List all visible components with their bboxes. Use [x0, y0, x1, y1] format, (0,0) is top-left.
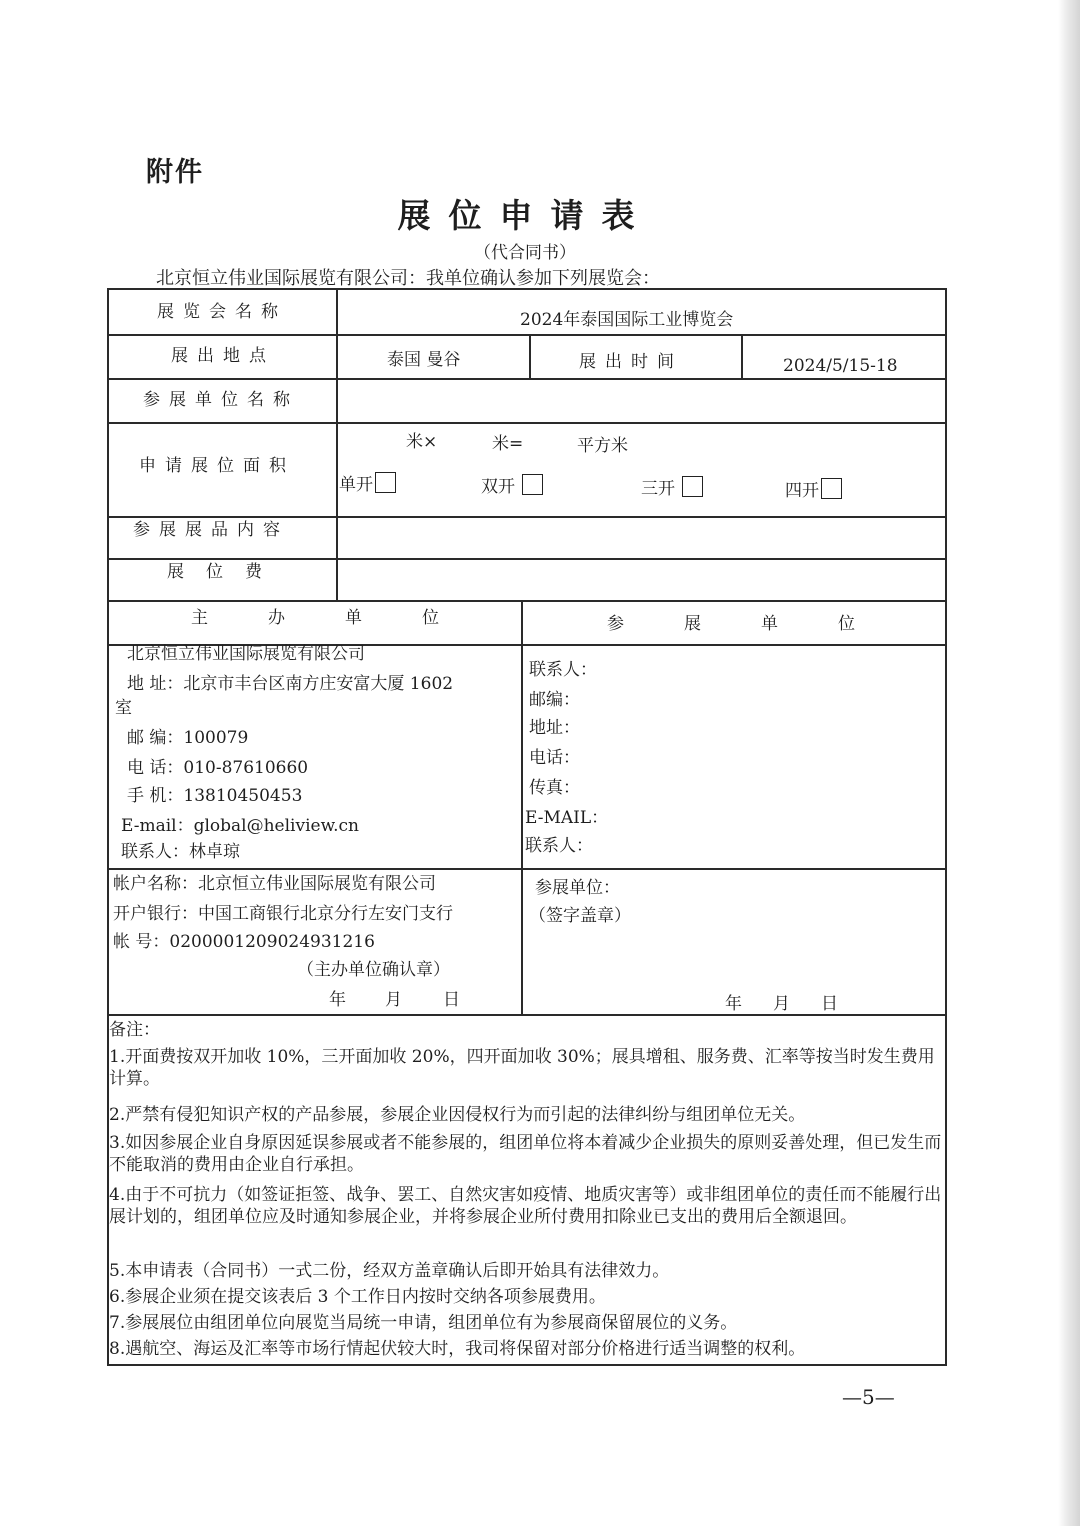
products-label: 参展展品内容 — [133, 520, 289, 540]
row-divider — [109, 516, 945, 518]
page-title: 展位申请表 — [397, 196, 653, 235]
exhibitor-sign: （签字盖章） — [529, 906, 631, 926]
fee-label: 展位费 — [167, 562, 284, 582]
note-item: 1.开面费按双开加收 10%，三开面加收 20%，四开面加收 30%；展具增租、服务费、汇率等按当时发生费用计算。 — [109, 1047, 935, 1090]
scan-edge-shadow — [1058, 0, 1080, 1526]
checkbox[interactable] — [522, 474, 543, 495]
application-form — [107, 288, 947, 1366]
col-divider — [336, 290, 338, 600]
note-item: 2.严禁有侵犯知识产权的产品参展，参展企业因侵权行为而引起的法律纠纷与组团单位无关。 — [109, 1105, 806, 1125]
location-label: 展出地点 — [171, 346, 275, 366]
note-item: 7.参展展位由组团单位向展览当局统一申请，组团单位有为参展商保留展位的义务。 — [109, 1313, 738, 1333]
option-triple-open[interactable] — [641, 476, 703, 499]
time-value: 2024/5/15-18 — [783, 356, 898, 376]
note-item: 8.遇航空、海运及汇率等市场行情起伏较大时，我司将保留对部分价格进行适当调整的权利。 — [109, 1339, 806, 1359]
exhibitor-email: E-MAIL： — [525, 808, 609, 828]
exhibitor-header: 参展单位 — [607, 614, 915, 634]
location-value: 泰国 曼谷 — [387, 350, 461, 370]
note-item: 6.参展企业须在提交该表后 3 个工作日内按时交纳各项参展费用。 — [109, 1287, 606, 1307]
organizer-date-day: 日 — [443, 990, 460, 1010]
row-divider — [109, 1014, 945, 1016]
exhibitor-phone: 电话： — [529, 748, 580, 768]
area-label: 申请展位面积 — [139, 456, 295, 476]
exhibitor-date-year: 年 — [725, 994, 742, 1014]
exhibitor-postcode: 邮编： — [529, 690, 580, 710]
area-meter-1: 米× — [406, 432, 438, 452]
option-label: 三开 — [641, 479, 675, 499]
note-item: 3.如因参展企业自身原因延误参展或者不能参展的，组团单位将本着减少企业损失的原则妥善处理，但已发生而不能取消的费用由企业自行承担。 — [109, 1133, 942, 1176]
organizer-header: 主办单位 — [191, 608, 499, 628]
organizer-email: E-mail：global@heliview.cn — [121, 816, 359, 836]
organizer-address-cont: 室 — [115, 698, 132, 718]
organizer-phone: 电 话：010-87610660 — [127, 758, 309, 778]
organizer-company: 北京恒立伟业国际展览有限公司 — [127, 644, 365, 664]
col-divider — [529, 334, 531, 378]
row-divider — [109, 558, 945, 560]
col-divider — [741, 334, 743, 378]
time-label: 展出时间 — [579, 352, 683, 372]
organizer-date-year: 年 — [329, 990, 346, 1010]
exhibitor-contact-2: 联系人： — [525, 836, 593, 856]
page-number: —5— — [842, 1385, 895, 1409]
checkbox[interactable] — [375, 472, 396, 493]
area-meter-2: 米= — [492, 434, 524, 454]
organizer-mobile: 手 机：13810450453 — [127, 786, 303, 806]
col-divider — [521, 600, 523, 1014]
exhibitor-fax: 传真： — [529, 778, 580, 798]
organizer-seal: （主办单位确认章） — [297, 960, 450, 980]
row-divider — [109, 868, 945, 870]
exhibition-name-value: 2024年泰国国际工业博览会 — [520, 310, 734, 330]
row-divider — [109, 600, 945, 602]
page-subtitle: （代合同书） — [474, 243, 576, 263]
area-square-meter: 平方米 — [577, 436, 628, 456]
option-label: 四开 — [785, 481, 819, 501]
intro-line: 北京恒立伟业国际展览有限公司：我单位确认参加下列展览会： — [156, 268, 660, 289]
organizer-postcode: 邮 编：100079 — [127, 728, 249, 748]
bank-name: 开户银行：中国工商银行北京分行左安门支行 — [113, 904, 453, 924]
exhibitor-address: 地址： — [529, 718, 580, 738]
exhibition-name-label: 展览会名称 — [157, 302, 287, 322]
checkbox[interactable] — [821, 478, 842, 499]
exhibitor-date-day: 日 — [821, 994, 838, 1014]
notes-label: 备注： — [109, 1020, 160, 1040]
exhibitor-unit: 参展单位： — [535, 878, 620, 898]
checkbox[interactable] — [682, 476, 703, 497]
account-number: 帐 号：0200001209024931216 — [113, 932, 375, 952]
option-double-open[interactable] — [481, 474, 543, 497]
option-label: 双开 — [481, 477, 515, 497]
row-divider — [109, 422, 945, 424]
option-quad-open[interactable] — [785, 478, 842, 501]
note-item: 5.本申请表（合同书）一式二份，经双方盖章确认后即开始具有法律效力。 — [109, 1261, 670, 1281]
exhibitor-contact: 联系人： — [529, 660, 597, 680]
option-single-open[interactable] — [339, 472, 396, 495]
note-item: 4.由于不可抗力（如签证拒签、战争、罢工、自然灾害如疫情、地质灾害等）或非组团单位的责任而不能履行出展计划的，组团单位应及时通知参展企业，并将参展企业所付费用扣除业已支出的费用后全额退回。 — [109, 1185, 942, 1228]
exhibitor-date-month: 月 — [773, 994, 790, 1014]
organizer-address: 地 址：北京市丰台区南方庄安富大厦 1602 — [127, 674, 454, 694]
option-label: 单开 — [339, 475, 373, 495]
organizer-contact: 联系人：林卓琼 — [121, 842, 240, 862]
organizer-date-month: 月 — [385, 990, 402, 1010]
exhibitor-name-label: 参展单位名称 — [143, 390, 299, 410]
row-divider — [109, 334, 945, 336]
account-name: 帐户名称：北京恒立伟业国际展览有限公司 — [113, 874, 436, 894]
row-divider — [109, 378, 945, 380]
attachment-label: 附件 — [146, 157, 204, 188]
